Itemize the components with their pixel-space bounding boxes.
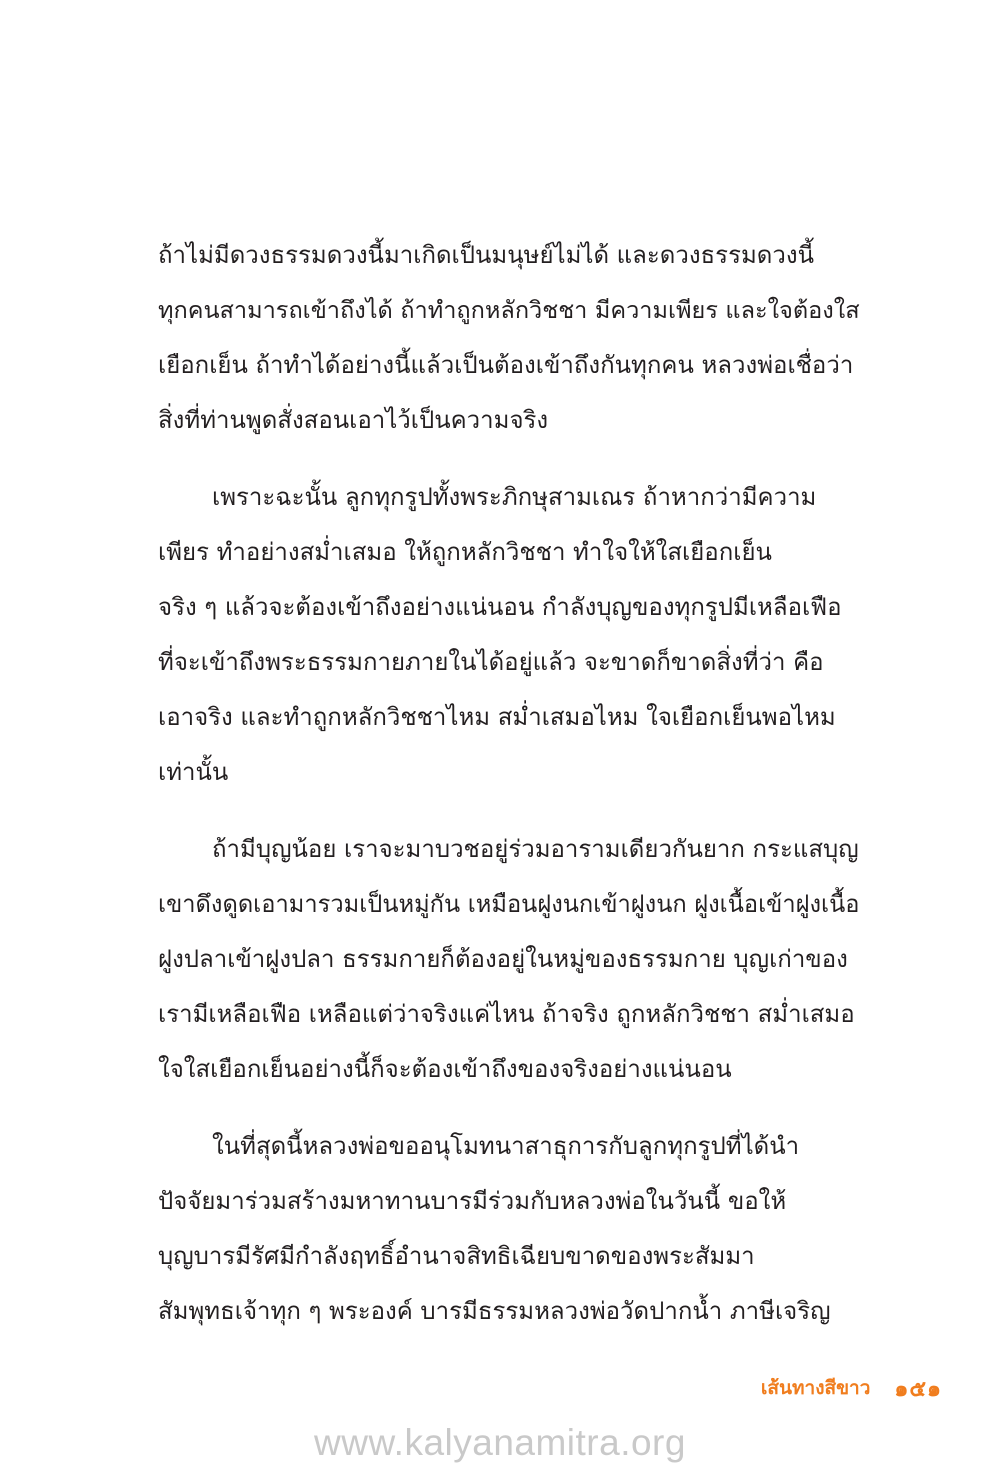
paragraph-2 bbox=[158, 470, 860, 800]
text-line: เรามีเหลือเฟือ เหลือแต่ว่าจริงแค่ไหน ถ้าจริง ถูกหลักวิชชา สม่ำเสมอ bbox=[158, 1000, 855, 1028]
text-line: ทุกคนสามารถเข้าถึงได้ ถ้าทำถูกหลักวิชชา มีความเพียร และใจต้องใส bbox=[158, 296, 860, 324]
text-line: เอาจริง และทำถูกหลักวิชชาไหม สม่ำเสมอไหม ใจเยือกเย็นพอไหม bbox=[158, 703, 836, 731]
text-line: ฝูงปลาเข้าฝูงปลา ธรรมกายก็ต้องอยู่ในหมู่ของธรรมกาย บุญเก่าของ bbox=[158, 945, 848, 973]
book-title: เส้นทางสีขาว bbox=[760, 1377, 871, 1399]
text-line: จริง ๆ แล้วจะต้องเข้าถึงอย่างแน่นอน กำลังบุญของทุกรูปมีเหลือเฟือ bbox=[158, 593, 842, 621]
body-text bbox=[158, 228, 860, 1361]
text-line: ปัจจัยมาร่วมสร้างมหาทานบารมีร่วมกับหลวงพ่อในวันนี้ ขอให้ bbox=[158, 1187, 787, 1215]
text-line: เขาดึงดูดเอามารวมเป็นหมู่กัน เหมือนฝูงนกเข้าฝูงนก ฝูงเนื้อเข้าฝูงเนื้อ bbox=[158, 890, 860, 918]
text-line: สัมพุทธเจ้าทุก ๆ พระองค์ บารมีธรรมหลวงพ่อวัดปากน้ำ ภาษีเจริญ bbox=[158, 1297, 831, 1325]
text-line: ใจใสเยือกเย็นอย่างนี้ก็จะต้องเข้าถึงของจริงอย่างแน่นอน bbox=[158, 1055, 732, 1083]
text-line: เท่านั้น bbox=[158, 758, 229, 786]
paragraph-3 bbox=[158, 822, 860, 1097]
paragraph-1 bbox=[158, 228, 860, 448]
page-footer bbox=[761, 1370, 942, 1406]
text-line: สิ่งที่ท่านพูดสั่งสอนเอาไว้เป็นความจริง bbox=[158, 406, 549, 434]
text-line: ถ้าไม่มีดวงธรรมดวงนี้มาเกิดเป็นมนุษย์ไม่ได้ และดวงธรรมดวงนี้ bbox=[158, 241, 814, 269]
text-line: ถ้ามีบุญน้อย เราจะมาบวชอยู่ร่วมอารามเดียวกันยาก กระแสบุญ bbox=[212, 835, 859, 863]
text-line: เยือกเย็น ถ้าทำได้อย่างนี้แล้วเป็นต้องเข้าถึงกันทุกคน หลวงพ่อเชื่อว่า bbox=[158, 351, 854, 379]
text-line: ในที่สุดนี้หลวงพ่อขออนุโมทนาสาธุการกับลูกทุกรูปที่ได้นำ bbox=[212, 1132, 800, 1160]
text-line: เพียร ทำอย่างสม่ำเสมอ ให้ถูกหลักวิชชา ทำใจให้ใสเยือกเย็น bbox=[158, 538, 772, 566]
paragraph-4 bbox=[158, 1119, 860, 1339]
text-line: เพราะฉะนั้น ลูกทุกรูปทั้งพระภิกษุสามเณร ถ้าหากว่ามีความ bbox=[212, 483, 817, 511]
website-watermark: www.kalyanamitra.org bbox=[314, 1422, 686, 1463]
text-line: ที่จะเข้าถึงพระธรรมกายภายในได้อยู่แล้ว จะขาดก็ขาดสิ่งที่ว่า คือ bbox=[158, 648, 824, 676]
text-line: บุญบารมีรัศมีกำลังฤทธิ์อำนาจสิทธิเฉียบขาดของพระสัมมา bbox=[158, 1242, 755, 1270]
page-number: ๑๕๑ bbox=[894, 1376, 942, 1402]
